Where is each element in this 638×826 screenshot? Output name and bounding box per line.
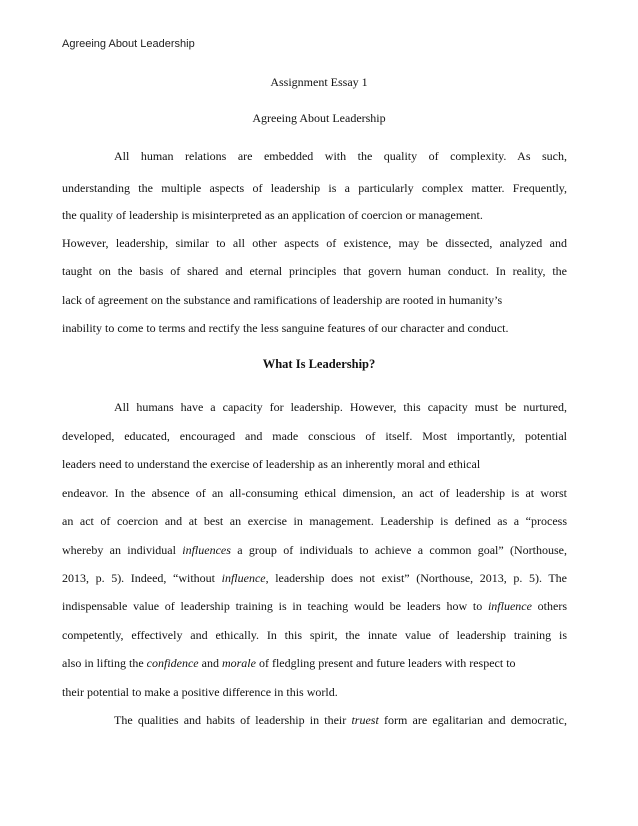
text-run: The qualities and habits of leadership in their bbox=[114, 713, 352, 727]
italic-run: morale bbox=[221, 656, 256, 670]
para1-line: understanding the multiple aspects of leadership is a particularly complex matter. Frequently, bbox=[62, 181, 567, 195]
italic-run: influences bbox=[182, 543, 231, 557]
para2-line: endeavor. In the absence of an all-consuming ethical dimension, an act of leadership is at worst bbox=[62, 486, 567, 500]
assignment-title: Assignment Essay 1 bbox=[270, 75, 368, 89]
para1-line: However, leadership, similar to all other aspects of existence, may be dissected, analyzed and bbox=[62, 236, 567, 250]
text-run: of fledgling present and future leaders with respect to bbox=[255, 656, 516, 670]
text-run: and bbox=[198, 656, 222, 670]
para2-line: their potential to make a positive difference in this world. bbox=[62, 685, 338, 699]
para2-line: developed, educated, encouraged and made conscious of itself. Most importantly, potential bbox=[62, 429, 567, 443]
para2-line: an act of coercion and at best an exercise in management. Leadership is defined as a “process bbox=[62, 514, 567, 528]
para2-line: All humans have a capacity for leadership. However, this capacity must be nurtured, bbox=[114, 400, 567, 414]
italic-run: truest bbox=[351, 713, 379, 727]
para2-line: competently, effectively and ethically. In this spirit, the innate value of leadership training is bbox=[62, 628, 567, 642]
text-run: also in lifting the bbox=[62, 656, 147, 670]
text-run: , leadership does not exist” (Northouse, 2013, p. 5). The bbox=[265, 571, 567, 585]
para1-line: lack of agreement on the substance and ramifications of leadership are rooted in humanity’s bbox=[62, 293, 503, 307]
para3-line bbox=[114, 712, 567, 728]
section-heading: What Is Leadership? bbox=[262, 357, 376, 371]
para2-line bbox=[62, 598, 567, 614]
italic-run: confidence bbox=[146, 656, 199, 670]
para1-line: the quality of leadership is misinterpreted as an application of coercion or management. bbox=[62, 208, 483, 222]
text-run: indispensable value of leadership training is in teaching would be leaders how to bbox=[62, 599, 488, 613]
italic-run: influence bbox=[221, 571, 266, 585]
para2-line bbox=[62, 570, 567, 586]
para2-line bbox=[62, 655, 567, 671]
para2-line bbox=[62, 542, 567, 558]
text-run: 2013, p. 5). Indeed, “without bbox=[62, 571, 222, 585]
para1-line: taught on the basis of shared and eternal principles that govern human conduct. In reality, the bbox=[62, 264, 567, 278]
running-header: Agreeing About Leadership bbox=[62, 38, 195, 50]
italic-run: influence bbox=[487, 599, 532, 613]
text-run: a group of individuals to achieve a common goal” (Northouse, bbox=[230, 543, 568, 557]
text-run: form are egalitarian and democratic, bbox=[378, 713, 568, 727]
para2-line: leaders need to understand the exercise of leadership as an inherently moral and ethical bbox=[62, 457, 481, 471]
text-run: whereby an individual bbox=[62, 543, 183, 557]
para1-line: inability to come to terms and rectify the less sanguine features of our character and conduct. bbox=[62, 321, 509, 335]
text-run: others bbox=[531, 599, 567, 613]
para1-line: All human relations are embedded with the quality of complexity. As such, bbox=[114, 149, 567, 163]
essay-title: Agreeing About Leadership bbox=[252, 111, 386, 125]
